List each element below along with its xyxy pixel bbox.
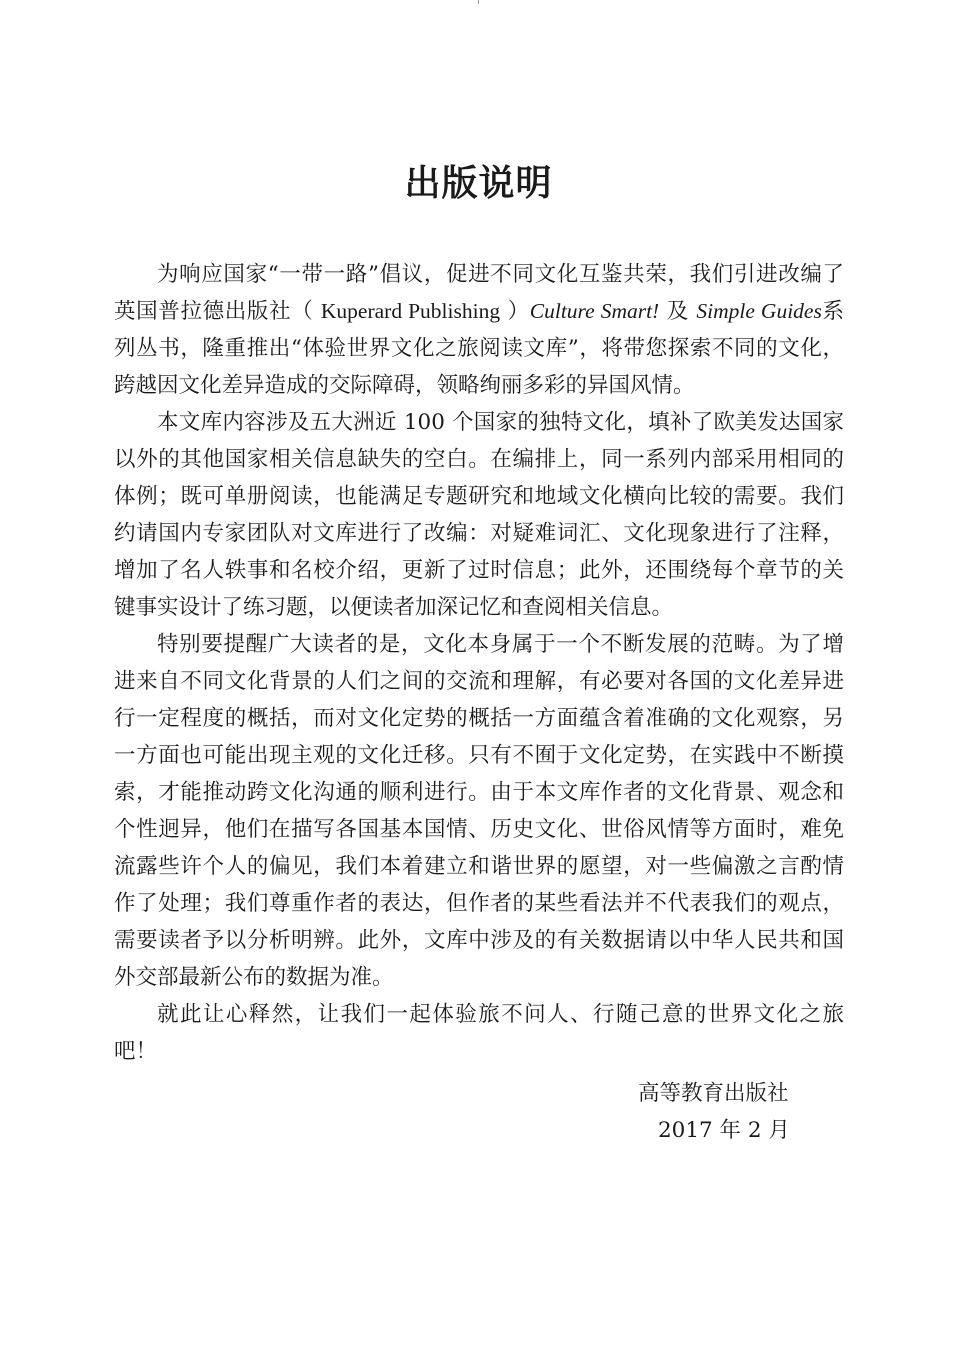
p1-text-e: 及 [659,299,697,324]
body-text [114,256,844,1070]
signature-date: 2017 年 2 月 [658,1118,790,1143]
signature-publisher: 高等教育出版社 [638,1081,789,1106]
series-name-simple-guides: Simple Guides [696,299,822,323]
page-title: 出版说明 [404,163,553,204]
p1-text-a: 为响应国家“一带一路”倡议，促进不同文化互鉴共荣，我们引进改编了英国普拉德出版社（ [114,262,844,324]
paragraph-4: 就此让心释然，让我们一起体验旅不问人、行随己意的世界文化之旅吧！ [114,1002,844,1064]
paragraph-3: 特别要提醒广大读者的是，文化本身属于一个不断发展的范畴。为了增进来自不同文化背景的人们之间的交流和理解，有必要对各国的文化差异进行一定程度的概括，而对文化定势的概括一方面蕴含着准确的文化观察，另一方面也可能出现主观的文化迁移。只有不囿于文化定势，在实践中不断摸索，才能推动跨文化沟通的顺利进行。由于本文库作者的文化背景、观念和个性迥异，他们在描写各国基本国情、历史文化、世俗风情等方面时，难免流露些许个人的偏见，我们本着建立和谐世界的愿望，对一些偏激之言酌情作了处理；我们尊重作者的表达，但作者的某些看法并不代表我们的观点，需要读者予以分析明辨。此外，文库中涉及的有关数据请以中华人民共和国外交部最新公布的数据为准。 [114,632,844,990]
paragraph-1 [114,256,844,404]
signature-block [600,1075,840,1149]
paragraph-2: 本文库内容涉及五大洲近 100 个国家的独特文化，填补了欧美发达国家以外的其他国家相关信息缺失的空白。在编排上，同一系列内部采用相同的体例；既可单册阅读，也能满足专题研究和地域文化横向比较的需要。我们约请国内专家团队对文库进行了改编：对疑难词汇、文化现象进行了注释，增加了名人轶事和名校介绍，更新了过时信息；此外，还围绕每个章节的关键事实设计了练习题，以便读者加深记忆和查阅相关信息。 [114,410,844,620]
p1-text-g: 系列丛书，隆重推出“体验世界文化之旅阅读文库”，将带您探索不同的文化，跨越因文化差异造成的交际障碍，领略绚丽多彩的异国风情。 [114,299,844,398]
publisher-english-name: Kuperard Publishing [320,299,501,323]
crop-mark [478,0,479,4]
series-name-culture-smart: Culture Smart! [529,299,660,323]
p1-text-c: ） [500,299,530,324]
